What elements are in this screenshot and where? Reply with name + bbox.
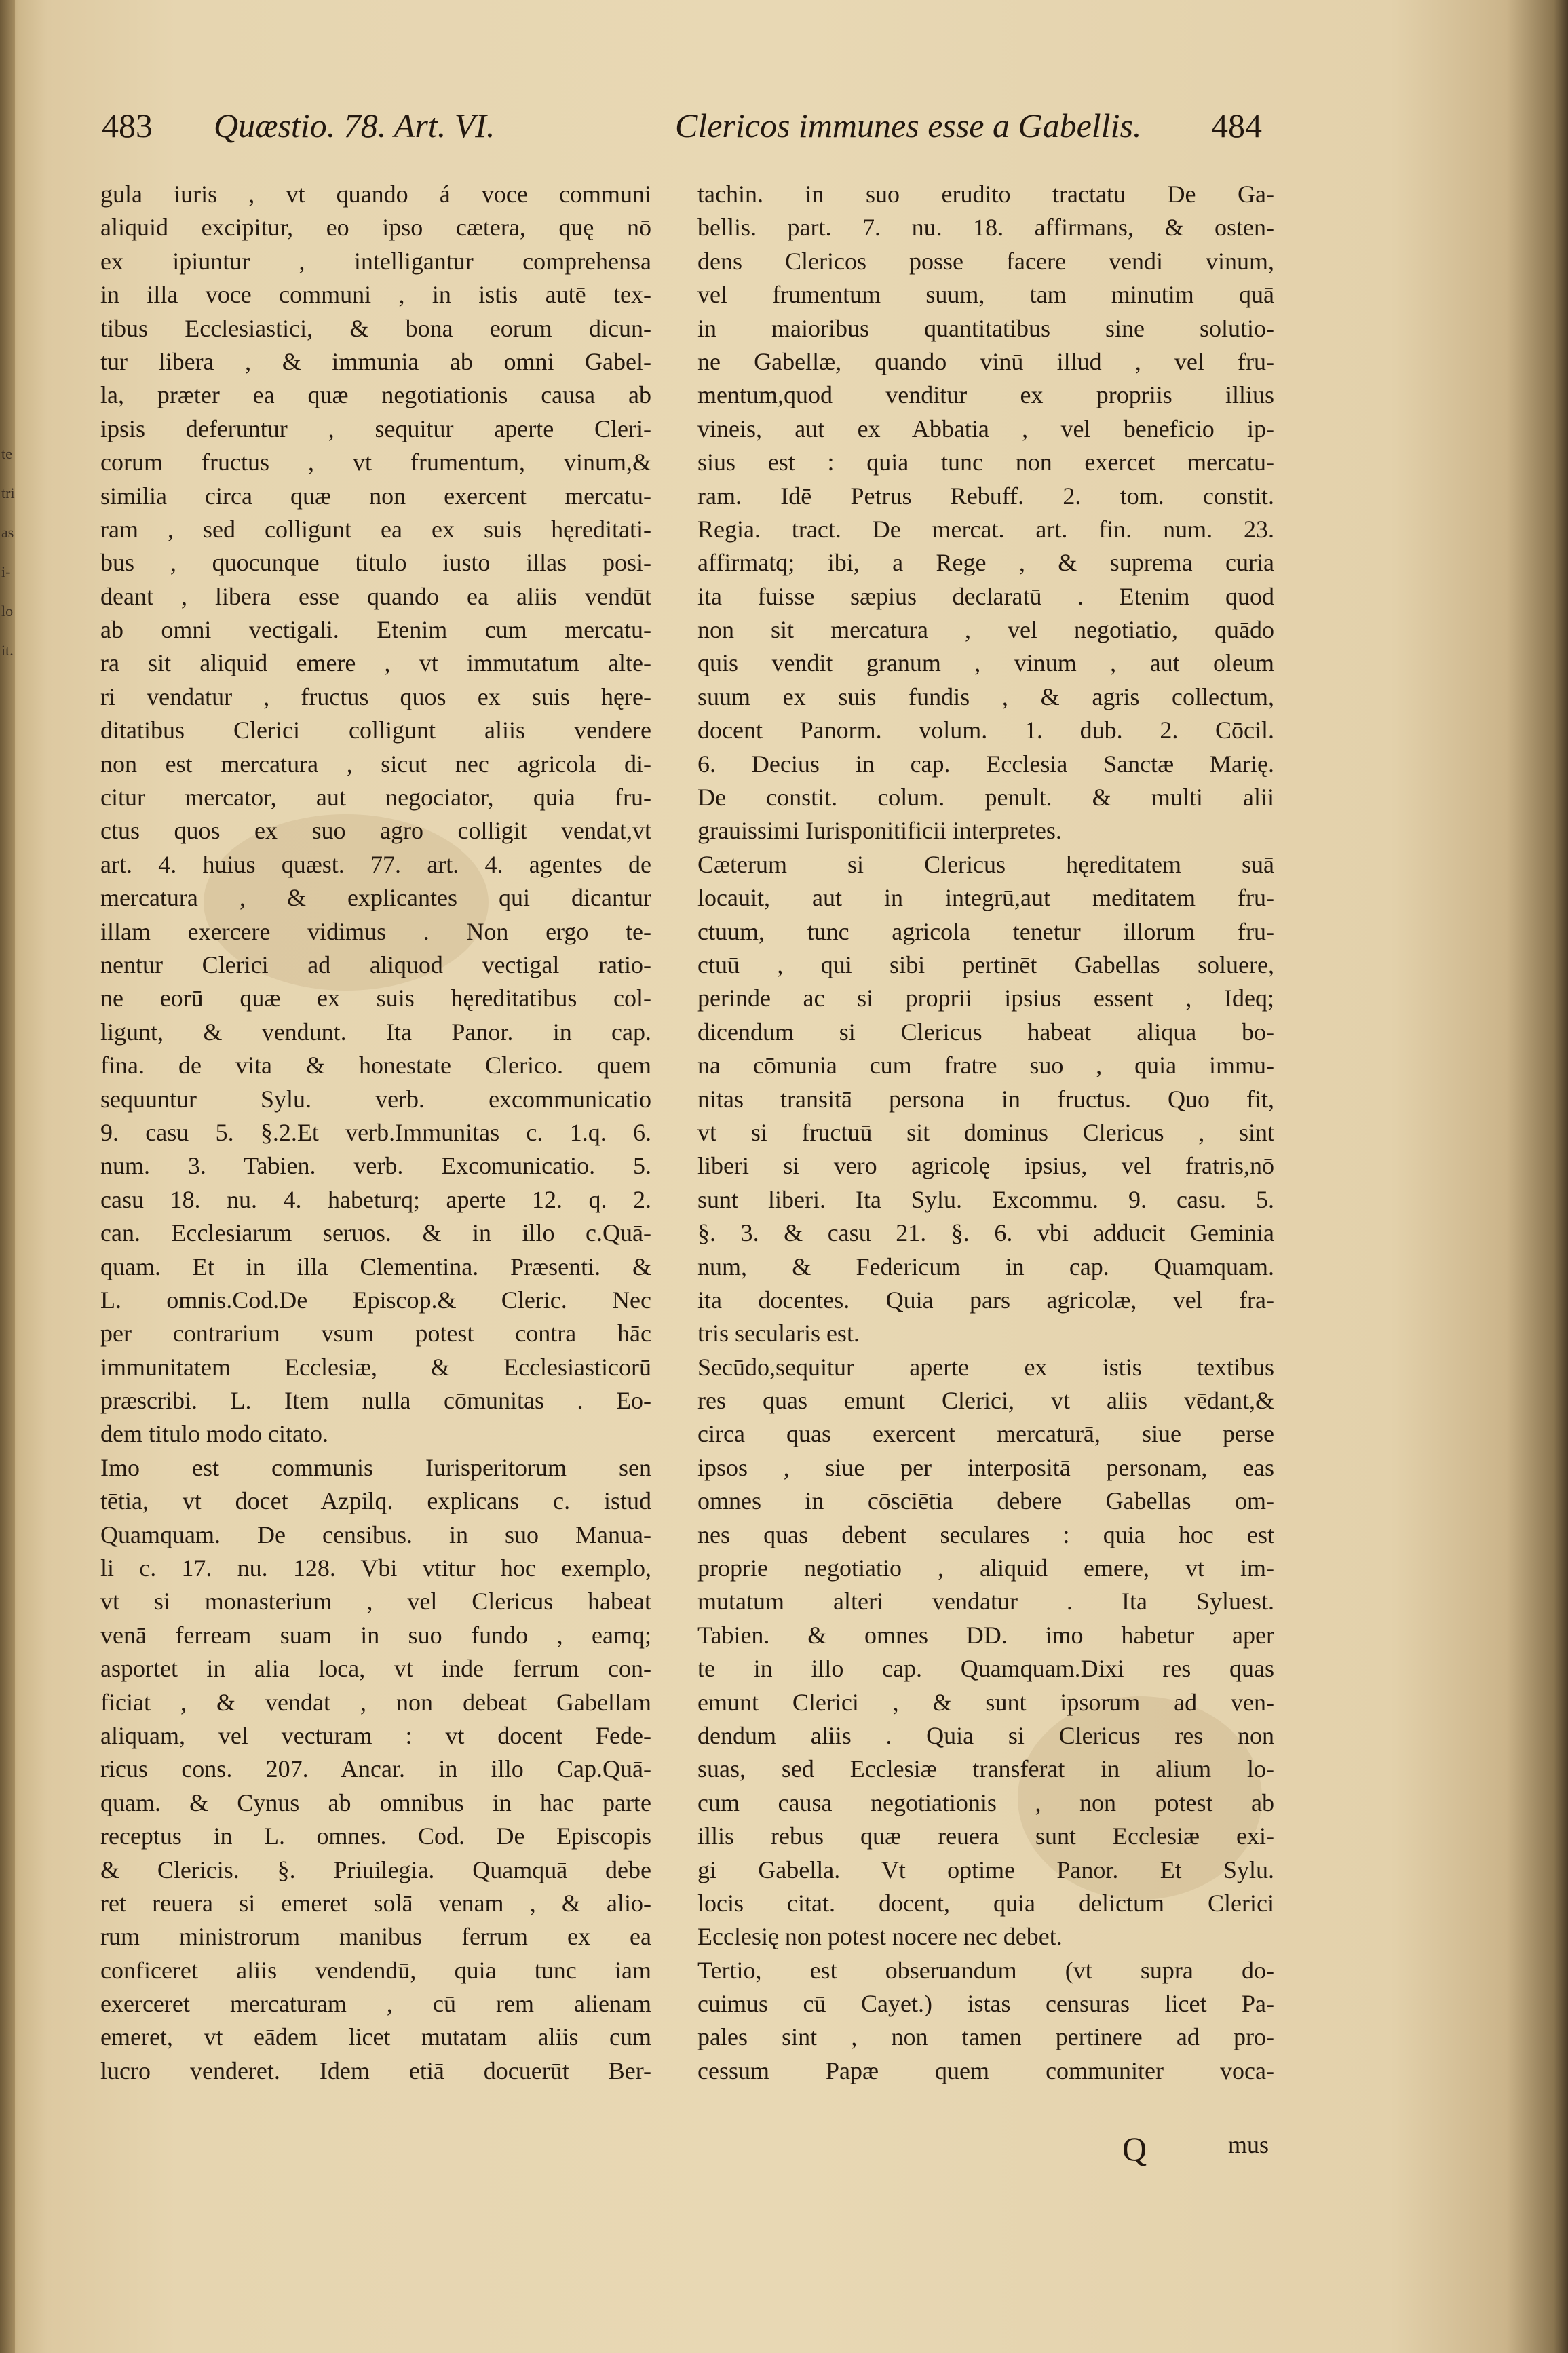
text-line: num, & Federicum in cap. Quamquam.: [697, 1252, 1274, 1280]
text-line: deant , libera esse quando ea aliis vendūt: [100, 582, 651, 610]
text-line: locauit, aut in integrū,aut meditatem fru-: [697, 884, 1274, 912]
text-line: perinde ac si proprii ipsius essent , Ideq;: [697, 984, 1274, 1012]
margin-fragment: as: [1, 524, 14, 541]
text-line: emeret, vt eādem licet mutatam aliis cum: [100, 2023, 651, 2051]
text-line: ditatibus Clerici colligunt aliis vendere: [100, 716, 651, 744]
text-line: li c. 17. nu. 128. Vbi vtitur hoc exemplo,: [100, 1554, 651, 1582]
text-line: exerceret mercaturam , cū rem alienam: [100, 1990, 651, 2018]
text-line: Ecclesię non potest nocere nec debet.: [697, 1923, 1063, 1951]
text-line: tētia, vt docet Azpilq. explicans c. istud: [100, 1487, 651, 1515]
text-line: ita fuisse sæpius declaratū . Etenim quod: [697, 582, 1274, 610]
text-line: gi Gabella. Vt optime Panor. Et Sylu.: [697, 1856, 1274, 1883]
text-line: illis rebus quæ reuera sunt Ecclesiæ exi-: [697, 1822, 1274, 1850]
text-line: in illa voce communi , in istis autē tex-: [100, 281, 651, 309]
text-line: tur libera , & immunia ab omni Gabel-: [100, 347, 651, 375]
text-line: quam. Et in illa Clementina. Præsenti. &: [100, 1252, 651, 1280]
text-line: tibus Ecclesiastici, & bona eorum dicun-: [100, 314, 651, 342]
text-line: ne Gabellæ, quando vinū illud , vel fru-: [697, 347, 1274, 375]
previous-page-edge: [0, 0, 15, 2353]
text-line: dendum aliis . Quia si Clericus res non: [697, 1721, 1274, 1749]
page-number-left: 483: [102, 107, 153, 145]
text-line: 6. Decius in cap. Ecclesia Sanctæ Marię.: [697, 750, 1274, 778]
text-line: Cæterum si Clericus hęreditatem suā: [697, 850, 1274, 878]
text-line: vineis, aut ex Abbatia , vel beneficio ip-: [697, 415, 1274, 442]
text-line: liberi si vero agricolę ipsius, vel fratris,nō: [697, 1152, 1274, 1180]
text-line: quam. & Cynus ab omnibus in hac parte: [100, 1788, 651, 1816]
text-line: ex ipiuntur , intelligantur comprehensa: [100, 247, 651, 275]
text-line: tachin. in suo erudito tractatu De Ga-: [697, 180, 1274, 208]
text-line: Imo est communis Iurisperitorum sen: [100, 1453, 651, 1481]
text-line: cessum Papæ quem communiter voca-: [697, 2057, 1274, 2084]
margin-fragment: lo: [1, 602, 14, 619]
left-text-column: [100, 178, 651, 2088]
text-line: ipsis deferuntur , sequitur aperte Cleri-: [100, 415, 651, 442]
text-line: vel frumentum suum, tam minutim quā: [697, 281, 1274, 309]
text-line: & Clericis. §. Priuilegia. Quamquā debe: [100, 1856, 651, 1883]
text-line: Secūdo,sequitur aperte ex istis textibus: [697, 1353, 1274, 1381]
text-line: De constit. colum. penult. & multi alii: [697, 784, 1274, 811]
text-line: Tabien. & omnes DD. imo habetur aper: [697, 1621, 1274, 1649]
text-line: ram , sed colligunt ea ex suis hęreditati-: [100, 515, 651, 543]
text-line: illam exercere vidimus . Non ergo te-: [100, 917, 651, 945]
text-line: suum ex suis fundis , & agris collectum,: [697, 683, 1274, 710]
text-line: L. omnis.Cod.De Episcop.& Cleric. Nec: [100, 1286, 651, 1314]
text-line: fina. de vita & honestate Clerico. quem: [100, 1052, 651, 1079]
running-title-right: Clericos immunes esse a Gabellis.: [675, 107, 1142, 145]
text-line: ctuū , qui sibi pertinēt Gabellas soluere,: [697, 951, 1274, 978]
text-line: 9. casu 5. §.2.Et verb.Immunitas c. 1.q. 6.: [100, 1118, 651, 1146]
text-line: casu 18. nu. 4. habeturq; aperte 12. q. 2.: [100, 1185, 651, 1213]
text-line: non sit mercatura , vel negotiatio, quādo: [697, 616, 1274, 644]
running-title-left: Quæstio. 78. Art. VI.: [214, 107, 495, 145]
text-line: pales sint , non tamen pertinere ad pro-: [697, 2023, 1274, 2051]
text-line: bus , quocunque titulo iusto illas posi-: [100, 549, 651, 577]
text-line: vt si monasterium , vel Clericus habeat: [100, 1588, 651, 1615]
margin-fragments: [1, 434, 15, 670]
text-line: docent Panorm. volum. 1. dub. 2. Cōcil.: [697, 716, 1274, 744]
text-line: mercatura , & explicantes qui dicantur: [100, 884, 651, 912]
text-line: in maioribus quantitatibus sine solutio-: [697, 314, 1274, 342]
text-line: nitas transitā persona in fructus. Quo fit,: [697, 1085, 1274, 1113]
text-line: art. 4. huius quæst. 77. art. 4. agentes de: [100, 850, 651, 878]
text-line: res quas emunt Clerici, vt aliis vēdant,&: [697, 1387, 1274, 1415]
text-line: affirmatq; ibi, a Rege , & suprema curia: [697, 549, 1274, 577]
text-line: la, præter ea quæ negotiationis causa ab: [100, 381, 651, 409]
text-line: cuimus cū Cayet.) istas censuras licet Pa-: [697, 1990, 1274, 2018]
margin-fragment: it.: [1, 642, 14, 659]
text-line: dem titulo modo citato.: [100, 1420, 328, 1448]
text-line: sius est : quia tunc non exercet mercatu-: [697, 448, 1274, 476]
text-line: ctus quos ex suo agro colligit vendat,vt: [100, 817, 651, 845]
text-line: suas, sed Ecclesiæ transferat in alium lo-: [697, 1755, 1274, 1783]
text-line: ne eorū quæ ex suis hęreditatibus col-: [100, 984, 651, 1012]
text-line: nentur Clerici ad aliquod vectigal ratio-: [100, 951, 651, 978]
text-line: mutatum alteri vendatur . Ita Syluest.: [697, 1588, 1274, 1615]
text-line: sequuntur Sylu. verb. excommunicatio: [100, 1085, 651, 1113]
text-line: na cōmunia cum fratre suo , quia immu-: [697, 1052, 1274, 1079]
catchword: mus: [1228, 2131, 1269, 2158]
text-line: immunitatem Ecclesiæ, & Ecclesiasticorū: [100, 1353, 651, 1381]
text-line: cum causa negotiationis , non potest ab: [697, 1788, 1274, 1816]
margin-fragment: i-: [1, 563, 11, 580]
text-line: aliquam, vel vecturam : vt docent Fede-: [100, 1721, 651, 1749]
text-line: receptus in L. omnes. Cod. De Episcopis: [100, 1822, 651, 1850]
text-line: aliquid excipitur, eo ipso cætera, quę nō: [100, 214, 651, 242]
text-line: conficeret aliis vendendū, quia tunc iam: [100, 1956, 651, 1984]
margin-fragment: te: [1, 445, 12, 462]
text-line: emunt Clerici , & sunt ipsorum ad ven-: [697, 1688, 1274, 1716]
text-line: per contrarium vsum potest contra hāc: [100, 1320, 651, 1347]
text-line: ri vendatur , fructus quos ex suis hęre-: [100, 683, 651, 710]
text-line: Tertio, est obseruandum (vt supra do-: [697, 1956, 1274, 1984]
text-line: omnes in cōsciētia debere Gabellas om-: [697, 1487, 1274, 1515]
text-line: bellis. part. 7. nu. 18. affirmans, & osten-: [697, 214, 1274, 242]
text-line: ret reuera si emeret solā venam , & alio-: [100, 1889, 651, 1917]
text-line: sunt liberi. Ita Sylu. Excommu. 9. casu. 5.: [697, 1185, 1274, 1213]
text-line: nes quas debent seculares : quia hoc est: [697, 1520, 1274, 1548]
text-line: similia circa quæ non exercent mercatu-: [100, 482, 651, 510]
text-line: grauissimi Iurisponitificii interpretes.: [697, 817, 1062, 845]
text-line: non est mercatura , sicut nec agricola di-: [100, 750, 651, 778]
text-line: §. 3. & casu 21. §. 6. vbi adducit Geminia: [697, 1219, 1274, 1247]
text-line: dens Clericos posse facere vendi vinum,: [697, 247, 1274, 275]
text-line: ricus cons. 207. Ancar. in illo Cap.Quā-: [100, 1755, 651, 1783]
text-line: ficiat , & vendat , non debeat Gabellam: [100, 1688, 651, 1716]
text-line: te in illo cap. Quamquam.Dixi res quas: [697, 1655, 1274, 1683]
text-line: tris secularis est.: [697, 1320, 860, 1347]
right-text-column: [697, 178, 1274, 2088]
text-line: rum ministrorum manibus ferrum ex ea: [100, 1923, 651, 1951]
text-line: asportet in alia loca, vt inde ferrum con-: [100, 1655, 651, 1683]
margin-fragment: tri: [1, 484, 15, 501]
text-line: num. 3. Tabien. verb. Excomunicatio. 5.: [100, 1152, 651, 1180]
text-line: ipsos , siue per interpositā personam, eas: [697, 1453, 1274, 1481]
text-line: ram. Idē Petrus Rebuff. 2. tom. constit.: [697, 482, 1274, 510]
text-line: ita docentes. Quia pars agricolæ, vel fra-: [697, 1286, 1274, 1314]
text-line: Regia. tract. De mercat. art. fin. num. 23.: [697, 515, 1274, 543]
signature-mark: Q: [1122, 2130, 1147, 2168]
running-header: [102, 106, 1282, 160]
text-line: ctuum, tunc agricola tenetur illorum fru-: [697, 917, 1274, 945]
text-line: circa quas exercent mercaturā, siue perse: [697, 1420, 1274, 1448]
text-line: dicendum si Clericus habeat aliqua bo-: [697, 1018, 1274, 1046]
text-line: can. Ecclesiarum seruos. & in illo c.Quā-: [100, 1219, 651, 1247]
text-line: gula iuris , vt quando á voce communi: [100, 180, 651, 208]
text-line: Quamquam. De censibus. in suo Manua-: [100, 1520, 651, 1548]
text-line: præscribi. L. Item nulla cōmunitas . Eo-: [100, 1387, 651, 1415]
text-line: citur mercator, aut negociator, quia fru-: [100, 784, 651, 811]
text-line: locis citat. docent, quia delictum Clerici: [697, 1889, 1274, 1917]
text-line: ab omni vectigali. Etenim cum mercatu-: [100, 616, 651, 644]
page-number-right: 484: [1211, 107, 1262, 145]
text-line: proprie negotiatio , aliquid emere, vt im-: [697, 1554, 1274, 1582]
text-line: mentum,quod venditur ex propriis illius: [697, 381, 1274, 409]
text-line: vt si fructuū sit dominus Clericus , sint: [697, 1118, 1274, 1146]
text-line: ligunt, & vendunt. Ita Panor. in cap.: [100, 1018, 651, 1046]
text-line: venā ferream suam in suo fundo , eamq;: [100, 1621, 651, 1649]
text-line: corum fructus , vt frumentum, vinum,&: [100, 448, 651, 476]
text-line: quis vendit granum , vinum , aut oleum: [697, 649, 1274, 677]
text-line: ra sit aliquid emere , vt immutatum alte-: [100, 649, 651, 677]
text-line: lucro venderet. Idem etiā docuerūt Ber-: [100, 2057, 651, 2084]
